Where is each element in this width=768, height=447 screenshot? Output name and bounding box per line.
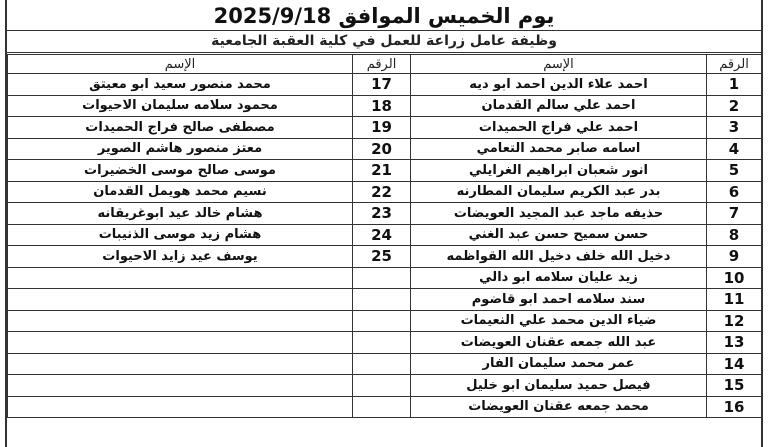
right-number-cell: 8 (707, 224, 762, 246)
left-name-cell (8, 353, 353, 375)
right-name-header: الإسم (411, 55, 707, 74)
names-table-body (8, 55, 762, 418)
table-row (8, 203, 762, 225)
table-row (8, 353, 762, 375)
right-number-cell: 9 (707, 246, 762, 268)
right-name-cell: احمد علاء الدين احمد ابو ديه (411, 74, 707, 96)
right-name-cell: زيد عليان سلامه ابو دالي (411, 267, 707, 289)
right-number-cell: 11 (707, 289, 762, 311)
right-name-cell: حسن سميح حسن عبد الغني (411, 224, 707, 246)
right-name-cell: دخيل الله خلف دخيل الله القواظمه (411, 246, 707, 268)
right-number-header: الرقم (707, 55, 762, 74)
left-name-cell: يوسف عيد زايد الاحيوات (8, 246, 353, 268)
left-name-cell: هشام زيد موسى الذنيبات (8, 224, 353, 246)
left-number-cell: 22 (353, 181, 411, 203)
table-row (8, 246, 762, 268)
right-name-cell: بدر عبد الكريم سليمان المطارنه (411, 181, 707, 203)
left-number-cell (353, 396, 411, 418)
left-name-cell (8, 267, 353, 289)
left-name-cell: نسيم محمد هويمل القدمان (8, 181, 353, 203)
right-number-cell: 10 (707, 267, 762, 289)
right-number-cell: 2 (707, 95, 762, 117)
right-number-cell: 16 (707, 396, 762, 418)
table-row (8, 267, 762, 289)
names-table (7, 54, 762, 418)
left-number-cell: 19 (353, 117, 411, 139)
left-number-cell: 20 (353, 138, 411, 160)
table-row (8, 289, 762, 311)
left-number-cell (353, 332, 411, 354)
right-name-cell: ضياء الدين محمد علي النعيمات (411, 310, 707, 332)
left-number-cell: 25 (353, 246, 411, 268)
left-name-cell (8, 375, 353, 397)
right-number-cell: 12 (707, 310, 762, 332)
left-name-cell: محمد منصور سعيد ابو معيتق (8, 74, 353, 96)
right-name-cell: سند سلامه احمد ابو قاضوم (411, 289, 707, 311)
table-row (8, 310, 762, 332)
right-number-cell: 7 (707, 203, 762, 225)
left-name-cell: محمود سلامه سليمان الاحيوات (8, 95, 353, 117)
left-number-cell: 21 (353, 160, 411, 182)
left-number-cell (353, 375, 411, 397)
left-name-cell (8, 289, 353, 311)
header-row (8, 55, 762, 74)
left-number-header: الرقم (353, 55, 411, 74)
right-name-cell: عبد الله جمعه عقنان العويضات (411, 332, 707, 354)
right-name-cell: عمر محمد سليمان الفار (411, 353, 707, 375)
left-name-cell: معتز منصور هاشم الصوير (8, 138, 353, 160)
right-name-cell: احمد علي فراج الحميدات (411, 117, 707, 139)
left-number-cell: 18 (353, 95, 411, 117)
table-row (8, 117, 762, 139)
left-name-cell: مصطفى صالح فراج الحميدات (8, 117, 353, 139)
right-number-cell: 13 (707, 332, 762, 354)
page-subtitle: وظيفة عامل زراعة للعمل في كلية العقبة الجامعية (211, 33, 557, 49)
left-number-cell: 23 (353, 203, 411, 225)
left-number-cell: 24 (353, 224, 411, 246)
left-name-cell: هشام خالد عيد ابوغريقانه (8, 203, 353, 225)
right-name-cell: حذيفه ماجد عبد المجيد العويضات (411, 203, 707, 225)
right-number-cell: 6 (707, 181, 762, 203)
right-name-cell: فيصل حميد سليمان ابو خليل (411, 375, 707, 397)
left-name-cell (8, 332, 353, 354)
document-sheet (5, 0, 763, 447)
left-name-cell (8, 310, 353, 332)
right-name-cell: انور شعبان ابراهيم الغرايلي (411, 160, 707, 182)
table-row (8, 160, 762, 182)
right-name-cell: احمد علي سالم القدمان (411, 95, 707, 117)
right-number-cell: 3 (707, 117, 762, 139)
right-number-cell: 14 (707, 353, 762, 375)
right-name-cell: محمد جمعه عقنان العويضات (411, 396, 707, 418)
right-number-cell: 5 (707, 160, 762, 182)
table-row (8, 224, 762, 246)
right-number-cell: 15 (707, 375, 762, 397)
table-row (8, 181, 762, 203)
right-number-cell: 4 (707, 138, 762, 160)
left-number-cell (353, 353, 411, 375)
left-number-cell (353, 289, 411, 311)
subtitle-divider (7, 52, 761, 53)
left-name-cell: موسى صالح موسى الخضيرات (8, 160, 353, 182)
page-title: يوم الخميس الموافق 2025/9/18 (213, 4, 555, 28)
left-number-cell: 17 (353, 74, 411, 96)
table-row (8, 332, 762, 354)
table-row (8, 74, 762, 96)
table-row (8, 95, 762, 117)
table-row (8, 396, 762, 418)
left-number-cell (353, 267, 411, 289)
left-number-cell (353, 310, 411, 332)
table-row (8, 375, 762, 397)
right-name-cell: اسامه صابر محمد التعامي (411, 138, 707, 160)
left-name-cell (8, 396, 353, 418)
table-row (8, 138, 762, 160)
right-number-cell: 1 (707, 74, 762, 96)
left-name-header: الإسم (8, 55, 353, 74)
